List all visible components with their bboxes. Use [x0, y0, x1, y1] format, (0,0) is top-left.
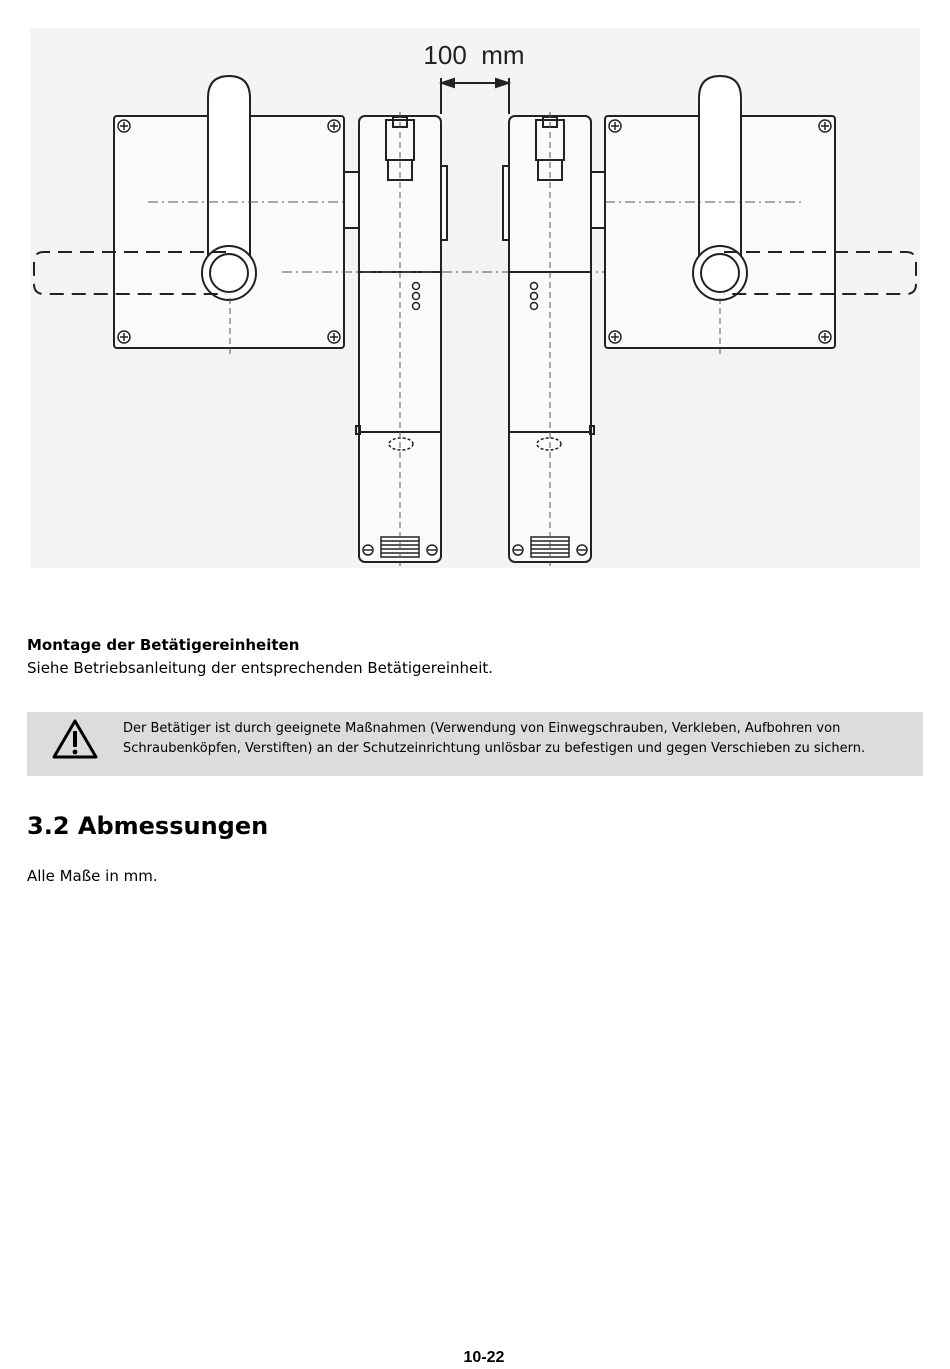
right-actuator	[503, 116, 606, 562]
left-handle	[202, 76, 256, 300]
mounting-drawing	[28, 28, 922, 570]
dimension-label: 100 mm	[423, 40, 525, 70]
page-number: 10-22	[463, 1349, 505, 1366]
mounting-text: Siehe Betriebsanleitung der entsprechenden Betätigereinheit.	[27, 659, 494, 677]
mounting-heading: Montage der Betätigereinheiten	[27, 636, 300, 654]
right-handle	[693, 76, 747, 300]
left-led-indicators	[413, 283, 420, 310]
warning-text: Der Betätiger ist durch geeignete Maßnahmen (Verwendung von Einwegschrauben, Verkleben, Aufbohren von Schraubenköpfen, Verstiften) an der Schutzeinrichtung unlösbar zu befestigen und gegen Verschieben zu sichern.	[123, 721, 866, 756]
section-title: 3.2 Abmessungen	[27, 812, 269, 840]
units-note: Alle Maße in mm.	[27, 867, 158, 885]
right-led-indicators	[531, 283, 538, 310]
warning-box	[27, 712, 923, 776]
left-actuator	[344, 116, 447, 562]
warning-triangle-icon	[51, 717, 99, 761]
